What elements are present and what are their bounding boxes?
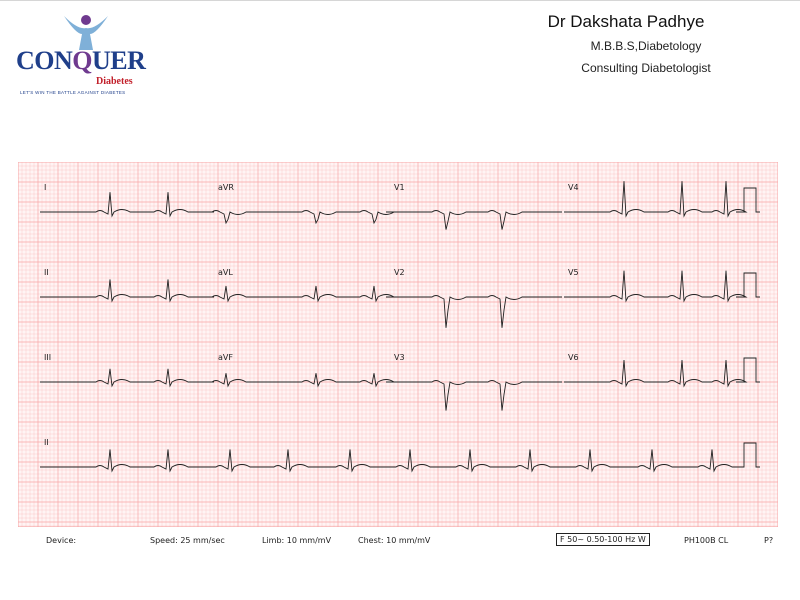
lead-label: I — [44, 183, 47, 192]
footer-filter: F 50~ 0.50-100 Hz W — [556, 533, 650, 546]
lead-label: V6 — [568, 353, 579, 362]
ecg-footer — [0, 532, 800, 552]
logo-word-q: Q — [72, 46, 93, 75]
lead-label: II — [44, 438, 49, 447]
footer-limb: Limb: 10 mm/mV — [262, 536, 332, 545]
footer-page: P? — [764, 536, 774, 545]
lead-label: V4 — [568, 183, 579, 192]
logo-wordmark — [16, 46, 145, 76]
logo-word-right: UER — [92, 46, 146, 75]
lead-label: V3 — [394, 353, 405, 362]
lead-label: aVL — [218, 268, 233, 277]
lead-label: V1 — [394, 183, 405, 192]
lead-label: aVR — [218, 183, 234, 192]
lead-label: V2 — [394, 268, 405, 277]
top-border — [0, 0, 800, 1]
lead-label: V5 — [568, 268, 579, 277]
ecg-chart — [18, 162, 778, 527]
logo-word-left: CON — [16, 46, 73, 75]
lead-label: II — [44, 268, 49, 277]
doctor-degree: M.B.B.S,Diabetology — [590, 39, 702, 53]
footer-device: Device: — [46, 536, 77, 545]
footer-model: PH100B CL — [684, 536, 729, 545]
doctor-header — [496, 12, 756, 77]
logo-subtitle: Diabetes — [96, 76, 133, 87]
doctor-role: Consulting Diabetologist — [581, 61, 711, 75]
footer-speed: Speed: 25 mm/sec — [150, 536, 225, 545]
doctor-name: Dr Dakshata Padhye — [547, 12, 705, 31]
ecg-grid-svg — [18, 162, 778, 527]
footer-chest: Chest: 10 mm/mV — [358, 536, 431, 545]
lead-label: III — [44, 353, 52, 362]
conquer-diabetes-logo — [16, 10, 156, 94]
lead-label: aVF — [218, 353, 233, 362]
logo-tagline: LET'S WIN THE BATTLE AGAINST DIABETES — [20, 90, 126, 95]
